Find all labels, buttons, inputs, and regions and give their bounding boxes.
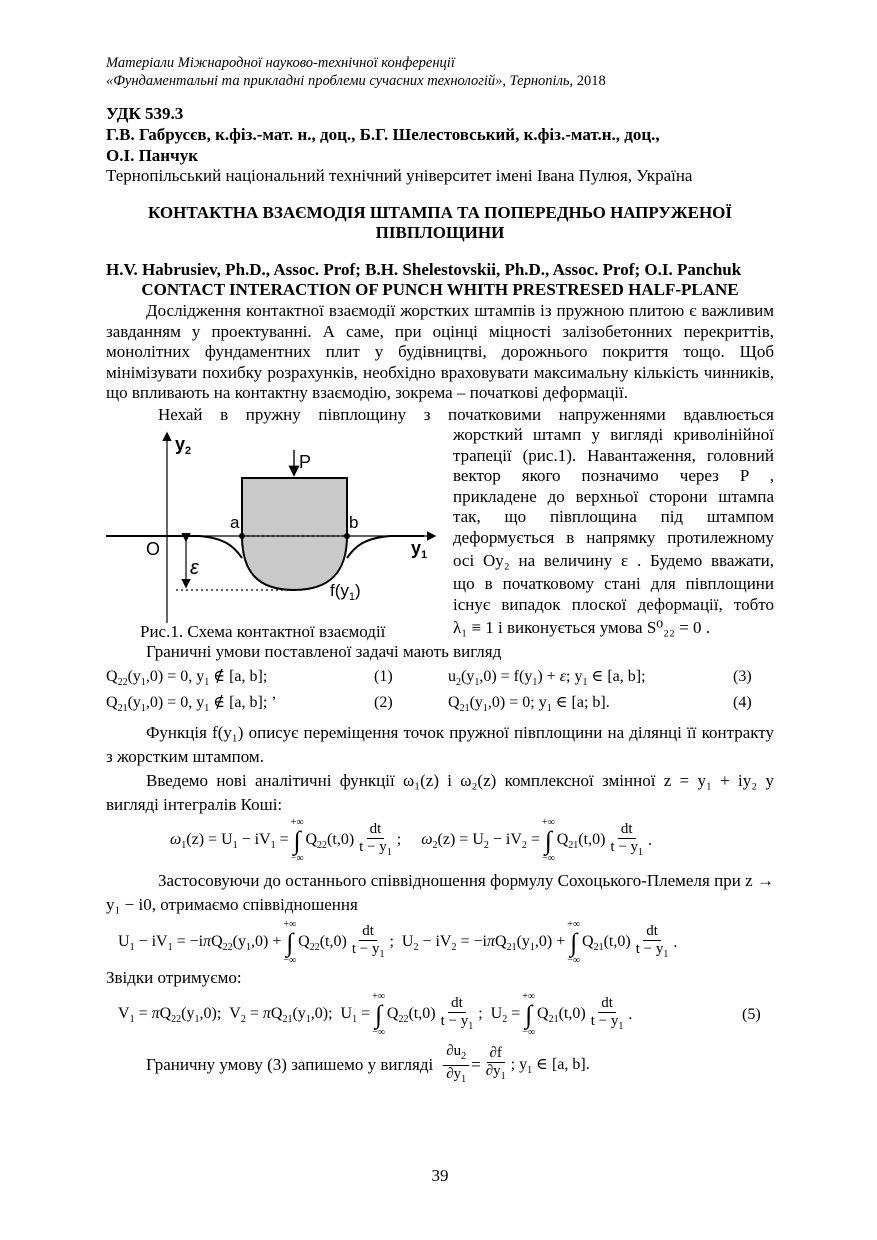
authors-en: H.V. Habrusiev, Ph.D., Assoc. Prof; B.H. Shelestovskii, Ph.D., Assoc. Prof; O.I. Panchuk [106,260,742,279]
p2-line: існує випадок плоскої деформації, тобто [453,594,774,614]
equation-4-number: (4) [733,694,752,711]
title-ua-line-2: ПІВПЛОЩИНИ [375,223,505,242]
equation-1-number: (1) [374,668,393,685]
origin-label: O [146,539,161,559]
p2-line: трапеції (рис.1). Навантаження, головний [453,445,774,465]
sokhotski-paragraph: Застосовуючи до останнього співвідношення формулу Сохоцького-Племеля при z → y₁ − i0, отримаємо співвідношення [106,871,774,914]
conference-name: «Фундаментальні та прикладні проблеми сучасних технологій», Тернопіль, [106,73,577,89]
p2-line: так, що півплощина під штампом [453,507,774,527]
authors-ua-line-1: Г.В. Габрусєв, к.фіз.-мат. н., доц., Б.Г. Шелестовський, к.фіз.-мат.н., доц., [106,125,660,144]
equation-3: $u_2(y_1,0) = f(y_1) + \varepsilon$; $y_1$ ∈ [a, b]; [448,667,646,689]
a-label: a [230,513,240,532]
b-label: b [349,513,359,532]
cauchy-integrals: $\omega_1(z) = U_1 - iV_1$ = +∞ ∫ −∞ $Q_{22}(t,0)$ $\frac{dt}{t - y_1}$ ; $\omega_2(z) = U_2 - iV_2$ = +∞ ∫ −∞ $Q_{21}(t,0)$ $\frac{dt}{t - y_1}$ . [170,817,653,864]
authors-ua-line-2: О.І. Панчук [106,146,198,165]
affiliation: Тернопільський національний технічний університет імені Івана Пулюя, Україна [106,166,693,185]
page-number: 39 [431,1166,449,1185]
equation-5: $V_1 = \pi Q_{22}(y_1,0)$; $V_2 = \pi Q_{21}(y_1,0)$; $U_1$ = +∞ ∫ −∞ $Q_{22}(t,0)$ $\frac{dt}{t - y_1}$ ; $U_2$ = +∞ ∫ −∞ $Q_{21}(t,0)$ $\frac{dt}{t - y_1}$ . [118,991,633,1038]
p2-line: що в початковому стані для півплощини [453,574,774,594]
title-en: CONTACT INTERACTION OF PUNCH WHITH PRESTRESED HALF-PLANE [141,280,739,299]
boundary-relations: $U_1 - iV_1 = -i\pi Q_{22}(y_1,0)$ + +∞ ∫ −∞ $Q_{22}(t,0)$ $\frac{dt}{t - y_1}$ ; $U_2 - iV_2 = -i\pi Q_{21}(y_1,0)$ + +∞ ∫ −∞ $Q_{21}(t,0)$ $\frac{dt}{t - y_1}$ . [118,919,678,966]
equation-3-number: (3) [733,668,752,685]
function-description: Функція f(y₁) описує переміщення точок пружної півплощини на ділянці її контракту з жорстким штампом. [106,723,774,766]
contact-scheme-figure [104,428,444,623]
intro-paragraph: Дослідження контактної взаємодії жорстких штампів із пружною плитою є важливим завданням у проектуванні. А саме, при оцінці міцності залізобетонних перекриттів, монолітних фундаментних плит у будівництві, дорожнього покриття тощо. Щоб мінімізувати похибку розрахунків, необхідно враховувати максимальну кількість чинників, що впливають на контактну взаємодію, зокрема – початкові деформації. [106,301,774,403]
p2-line: деформується в напрямку протилежному [453,527,774,547]
f-y1-label: $f(y_1)$ [330,581,361,603]
conference-line-1: Матеріали Міжнародної науково-технічної конференції [106,55,455,71]
conference-year: 2018 [576,73,606,89]
epsilon-label: ε [190,557,199,579]
P-label: P [299,452,312,472]
rewrite-text: Граничну умову (3) запишемо у вигляді [146,1055,434,1074]
punch-shape [242,478,347,590]
p2-line: λ₁ ≡ 1 і виконується умова S⁰₂₂ = 0 . [453,618,711,638]
rewrite-condition: Граничну умову (3) запишемо у вигляді $\frac{\partial u_2}{\partial y_1}$ = $\frac{\partial f}{\partial y_1}$ ; $y_1$ ∈ [a, b]. [146,1042,590,1085]
equation-5-number: (5) [742,1006,761,1023]
equation-1: $Q_{22}(y_1,0) = 0$, $y_1$ ∉ [a, b]; [106,667,268,689]
paragraph-2-right-column [453,425,774,639]
figure-caption: Рис.1. Схема контактної взаємодії [140,622,386,641]
title-ua-line-1: КОНТАКТНА ВЗАЄМОДІЯ ШТАМПА ТА ПОПЕРЕДНЬО НАПРУЖЕНОЇ [147,203,733,222]
p2-line: прикладене до верхньої сторони штампа [453,486,774,506]
equation-4: $Q_{21}(y_1,0) = 0$; $y_1$ ∈ [a; b]. [448,693,610,715]
y1-label: $y_1$ [411,538,428,561]
point-b [344,533,350,539]
udk: УДК 539.3 [106,104,184,123]
new-functions-paragraph: Введемо нові аналітичні функції ω₁(z) і ω₂(z) комплексної змінної z = y₁ + iy₂ у вигляді інтегралів Коші: [106,771,774,814]
point-a [239,533,245,539]
p2-line: осі Oy₂ на величину ε . Будемо вважати, [453,550,774,570]
y2-label: $y_2$ [175,434,192,457]
obtain-text: Звідки отримуємо: [106,968,242,987]
p2-line: вектор якого позначимо через P , [453,466,774,486]
equation-2: $Q_{21}(y_1,0) = 0$, $y_1$ ∉ [a, b]; ’ [106,693,277,715]
conference-line-2 [106,72,606,90]
paragraph-2-first-line: Нехай в пружну півплощину з початковими напруженнями вдавлюється [158,405,774,424]
boundary-conditions-intro: Граничні умови поставленої задачі мають вигляд [146,642,502,661]
equation-2-number: (2) [374,694,393,711]
p2-line: жорсткий штамп у вигляді криволінійної [453,425,774,444]
